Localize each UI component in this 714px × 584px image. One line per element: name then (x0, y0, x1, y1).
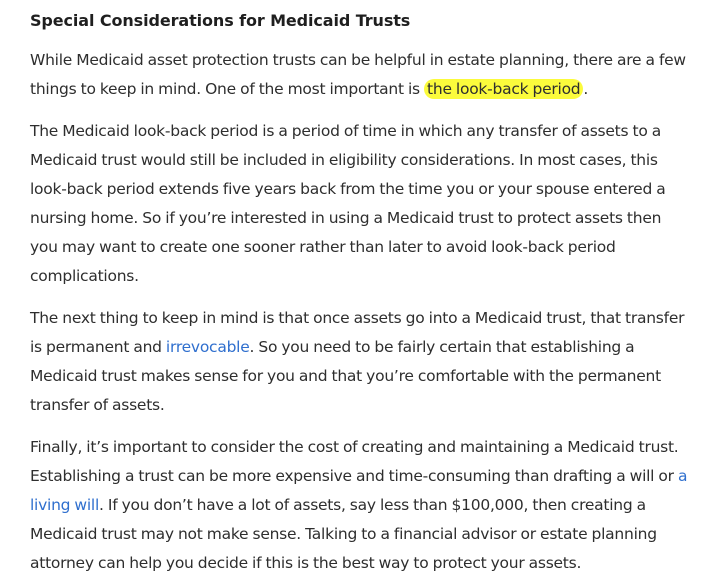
paragraph-cost (30, 433, 692, 578)
paragraph-text: . If you don’t have a lot of assets, say less than $100,000, then creating a Medicaid trust may not make sense. Talking to a financial advisor or estate planning attorney can help you decide if this is the best way to protect your assets. (30, 496, 657, 572)
living-will-link[interactable]: a living will (30, 467, 688, 514)
paragraph-text: . So you need to be fairly certain that establishing a Medicaid trust makes sense for you and that you’re comfortable with the permanent transfer of assets. (30, 338, 661, 414)
paragraph-irrevocable (30, 304, 692, 420)
paragraph-text: The next thing to keep in mind is that once assets go into a Medicaid trust, that transfer is permanent and (30, 309, 685, 356)
paragraph-look-back: The Medicaid look-back period is a period of time in which any transfer of assets to a Medicaid trust would still be included in eligibility considerations. In most cases, this look-back period extends five years back from the time you or your spouse entered a nursing home. So if you’re interested in using a Medicaid trust to protect assets then you may want to create one sooner rather than later to avoid look-back period complications. (30, 122, 666, 285)
paragraph-text: . (583, 80, 589, 98)
paragraph-text: While Medicaid asset protection trusts can be helpful in estate planning, there are a few things to keep in mind. One of the most important is (30, 51, 686, 98)
paragraph-intro (30, 46, 692, 104)
section-heading: Special Considerations for Medicaid Trusts (30, 11, 411, 30)
highlighted-phrase: the look-back period (424, 79, 583, 99)
paragraph-text: Finally, it’s important to consider the cost of creating and maintaining a Medicaid trust. Establishing a trust can be more expensive and time-consuming than drafting a will or (30, 438, 679, 485)
irrevocable-link[interactable]: irrevocable (165, 338, 250, 356)
